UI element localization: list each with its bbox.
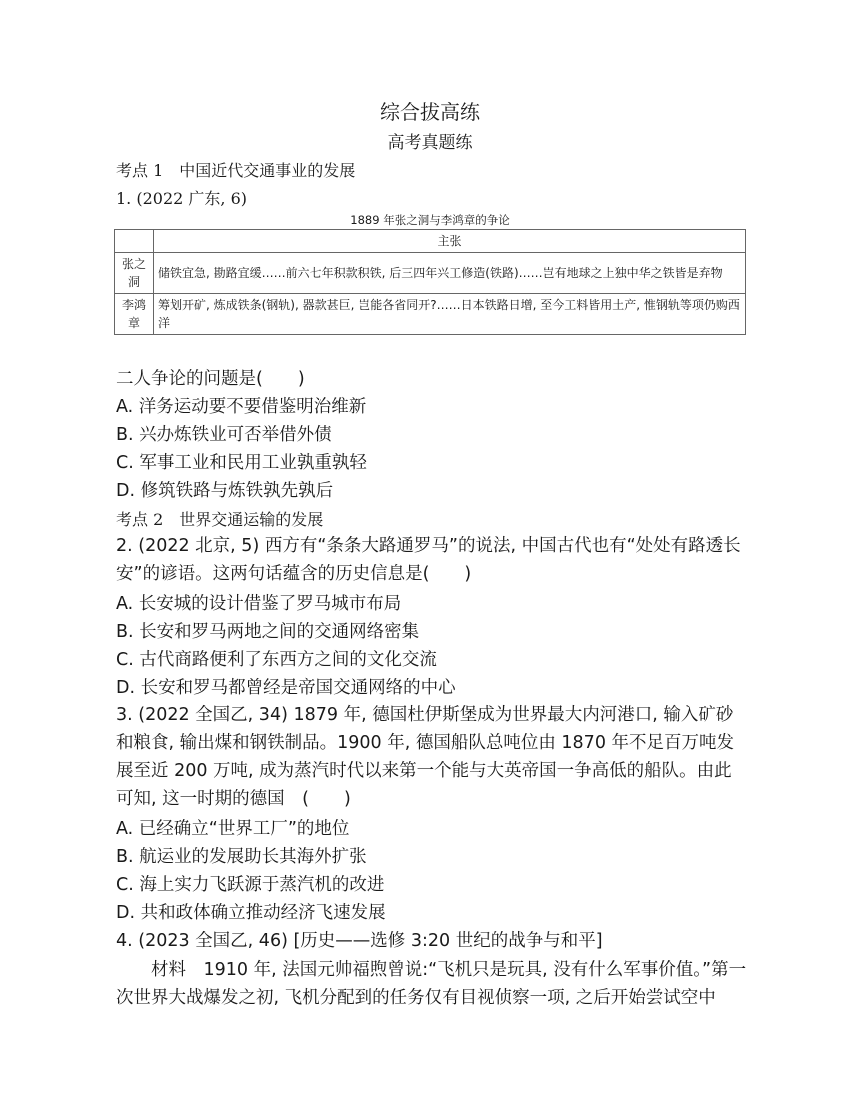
question-3-option-c: C. 海上实力飞跃源于蒸汽机的改进	[116, 875, 385, 895]
table-row-text: 筹划开矿, 炼成铁条(钢轨), 器款甚巨, 岂能各省同开?……日本铁路日增, 至今工料皆用土产, 惟钢轨等项仍购西洋	[154, 294, 746, 335]
question-3-option-a: A. 已经确立“世界工厂”的地位	[116, 819, 350, 839]
question-2-stem: 2. (2022 北京, 5) 西方有“条条大路通罗马”的说法, 中国古代也有“处处有路透长安”的谚语。这两句话蕴含的历史信息是( )	[116, 536, 741, 584]
question-1-stem: 二人争论的问题是( )	[116, 369, 305, 389]
question-2-option-a: A. 长安城的设计借鉴了罗马城市布局	[116, 594, 402, 614]
table-row	[115, 294, 746, 335]
question-4-material: 材料 1910 年, 法国元帅福煦曾说:“飞机只是玩具, 没有什么军事价值。”第一次世界大战爆发之初, 飞机分配到的任务仅有目视侦察一项, 之后开始尝试空中	[116, 960, 747, 1008]
question-3-option-b: B. 航运业的发展助长其海外扩张	[116, 847, 367, 867]
question-1-option-d: D. 修筑铁路与炼铁孰先孰后	[116, 481, 334, 501]
section-heading-1: 考点 1 中国近代交通事业的发展	[116, 161, 356, 180]
table-header-cell: 主张	[154, 230, 746, 253]
question-1-option-a: A. 洋务运动要不要借鉴明治维新	[116, 397, 367, 417]
table-row	[115, 253, 746, 294]
table-row-name: 张之洞	[115, 253, 154, 294]
question-3-option-d: D. 共和政体确立推动经济飞速发展	[116, 903, 386, 923]
question-1-option-c: C. 军事工业和民用工业孰重孰轻	[116, 453, 367, 473]
question-1-source: 1. (2022 广东, 6)	[116, 189, 247, 208]
table-caption: 1889 年张之洞与李鸿章的争论	[350, 213, 510, 227]
table-header-empty	[115, 230, 154, 253]
question-2-option-d: D. 长安和罗马都曾经是帝国交通网络的中心	[116, 678, 456, 698]
question-1-option-b: B. 兴办炼铁业可否举借外债	[116, 425, 332, 445]
question-2-option-b: B. 长安和罗马两地之间的交通网络密集	[116, 622, 420, 642]
section-heading-2: 考点 2 世界交通运输的发展	[116, 510, 324, 529]
page-title: 综合拔高练	[380, 100, 480, 124]
table-row-name: 李鸿章	[115, 294, 154, 335]
page-subtitle: 高考真题练	[387, 133, 473, 153]
debate-table	[114, 229, 746, 335]
question-3-stem: 3. (2022 全国乙, 34) 1879 年, 德国杜伊斯堡成为世界最大内河港口, 输入矿砂和粮食, 输出煤和钢铁制品。1900 年, 德国船队总吨位由 1870 年不足百万吨发展至近 200 万吨, 成为蒸汽时代以来第一个能与大英帝国一争高低的船队。由此可知, 这一时期的德国 ( )	[116, 705, 735, 809]
table-header-row	[115, 230, 746, 253]
question-4-source: 4. (2023 全国乙, 46) [历史——选修 3:20 世纪的战争与和平]	[116, 931, 603, 951]
question-2-option-c: C. 古代商路便利了东西方之间的文化交流	[116, 650, 437, 670]
table-row-text: 储铁宜急, 勘路宜缓……前六七年积款积铁, 后三四年兴工修造(铁路)……岂有地球之上独中华之铁皆是弃物	[154, 253, 746, 294]
